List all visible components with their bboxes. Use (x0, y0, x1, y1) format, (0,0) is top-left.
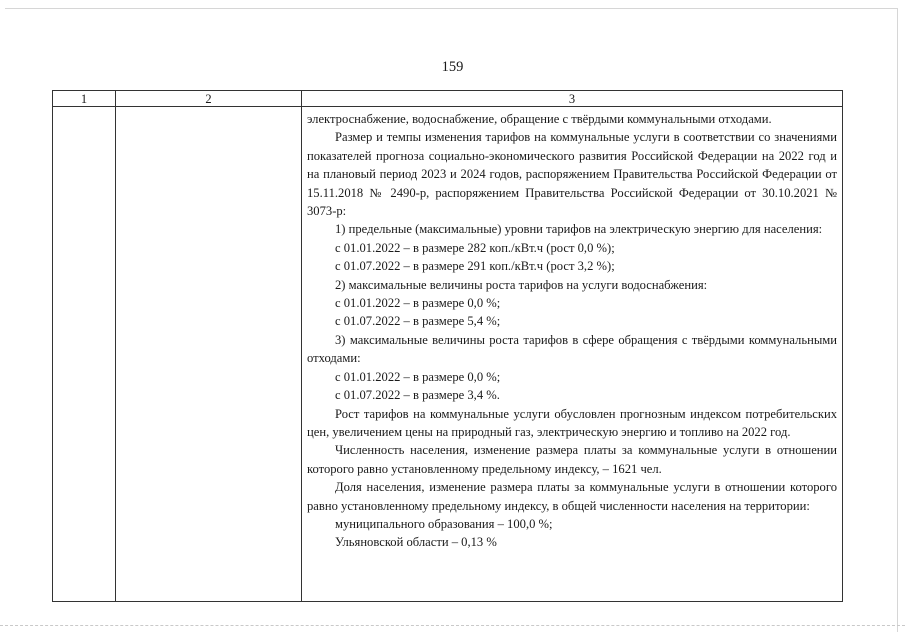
paragraph: 3) максимальные величины роста тарифов в сфере обращения с твёрдыми коммунальными отходами: (307, 332, 837, 366)
table-header-row (53, 91, 843, 107)
paragraph: с 01.07.2022 – в размере 3,4 %. (335, 388, 500, 403)
paragraph: с 01.07.2022 – в размере 291 коп./кВт.ч (рост 3,2 %); (335, 259, 615, 274)
paragraph: с 01.07.2022 – в размере 5,4 %; (335, 314, 501, 329)
paragraph: Численность населения, изменение размера платы за коммунальные услуги в отношении которого равно установленному предельному индексу, – 1621 чел. (307, 443, 837, 476)
paragraph: с 01.01.2022 – в размере 0,0 %; (335, 369, 501, 384)
paragraph: с 01.01.2022 – в размере 0,0 %; (335, 296, 501, 311)
paragraph: Размер и темпы изменения тарифов на коммунальные услуги в соответствии со значениями показателей прогноза социально-экономического развития Российской Федерации на 2022 год и на плановый период 2023 и 2024 годов, распоряжением Правительства Российской Федерации от 15.11.2018 № 2490-р, распоряжением Правительства Российской Федерации от 30.10.2021 № 3073-р: (307, 130, 837, 219)
paragraph: Ульяновской области – 0,13 % (335, 535, 497, 550)
page-number: 159 (441, 59, 464, 75)
paragraph: Доля населения, изменение размера платы за коммунальные услуги в отношении которого равно установленному предельному индексу, в общей численности населения на территории: (307, 480, 837, 513)
column-2-cell (116, 107, 302, 602)
column-1-cell (53, 107, 116, 602)
column-3-text (302, 107, 842, 552)
scan-edge-line (0, 625, 905, 627)
paragraph: Рост тарифов на коммунальные услуги обусловлен прогнозным индексом потребительских цен, увеличением цены на природный газ, электрическую энергию и топливо на 2022 год. (307, 406, 837, 439)
table-body-row (53, 107, 843, 602)
paragraph: с 01.01.2022 – в размере 282 коп./кВт.ч (рост 0,0 %); (335, 240, 615, 255)
column-header-3: 3 (302, 91, 843, 107)
column-3-cell (302, 107, 843, 602)
paragraph: 2) максимальные величины роста тарифов на услуги водоснабжения: (335, 277, 708, 292)
paragraph: 1) предельные (максимальные) уровни тарифов на электрическую энергию для населения: (335, 222, 823, 237)
paragraph: электроснабжение, водоснабжение, обращение с твёрдыми коммунальными отходами. (307, 112, 772, 126)
column-header-1: 1 (53, 91, 116, 107)
column-header-2: 2 (116, 91, 302, 107)
paragraph: муниципального образования – 100,0 %; (335, 516, 553, 531)
content-table (52, 90, 843, 602)
